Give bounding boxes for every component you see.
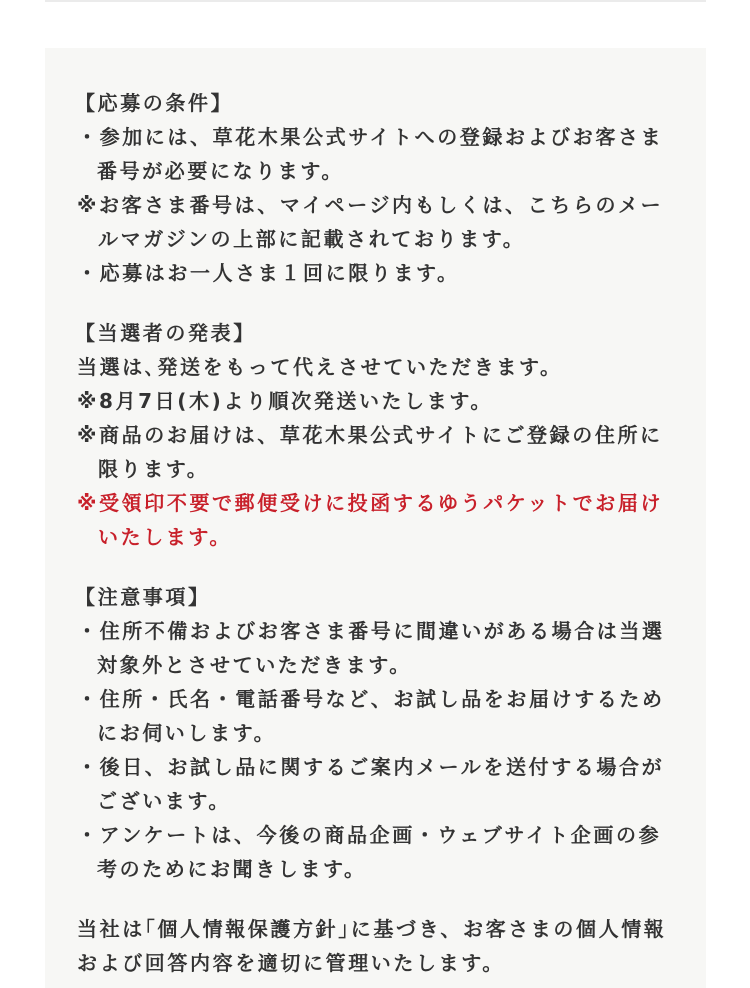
privacy-section	[77, 912, 678, 980]
notes-item: ・アンケートは、今後の商品企画・ウェブサイト企画の参考のためにお聞きします。	[77, 823, 662, 881]
announcement-heading: 【当選者の発表】	[75, 321, 256, 345]
privacy-statement: 当社は｢個人情報保護方針｣に基づき、お客さまの個人情報および回答内容を適切に管理いたします。	[77, 917, 667, 975]
conditions-item: ・応募はお一人さま１回に限ります。	[77, 261, 460, 285]
conditions-heading: 【応募の条件】	[75, 91, 234, 115]
notes-item: ・住所不備およびお客さま番号に間違いがある場合は当選対象外とさせていただきます。	[77, 619, 665, 677]
conditions-item: ・参加には、草花木果公式サイトへの登録およびお客さま番号が必要になります。	[77, 125, 664, 183]
notes-item: ・後日、お試し品に関するご案内メールを送付する場合がございます。	[77, 755, 665, 813]
delivery-method-alert: ※受領印不要で郵便受けに投函するゆうパケットでお届けいたします。	[77, 491, 664, 549]
campaign-terms-panel	[45, 48, 706, 988]
notes-item: ・住所・氏名・電話番号など、お試し品をお届けするためにお伺いします。	[77, 687, 665, 745]
conditions-section	[77, 86, 678, 290]
notes-heading: 【注意事項】	[75, 585, 211, 609]
shipping-date-note: ※8月7日(木)より順次発送いたします。	[77, 389, 493, 413]
delivery-address-note: ※商品のお届けは、草花木果公式サイトにご登録の住所に限ります。	[77, 423, 663, 481]
conditions-note: ※お客さま番号は、マイページ内もしくは、こちらのメールマガジンの上部に記載されております。	[77, 193, 664, 251]
announcement-section	[77, 316, 678, 554]
notes-section	[77, 580, 678, 886]
announcement-line: 当選は､発送をもって代えさせていただきます。	[77, 355, 563, 379]
top-divider	[45, 0, 706, 2]
